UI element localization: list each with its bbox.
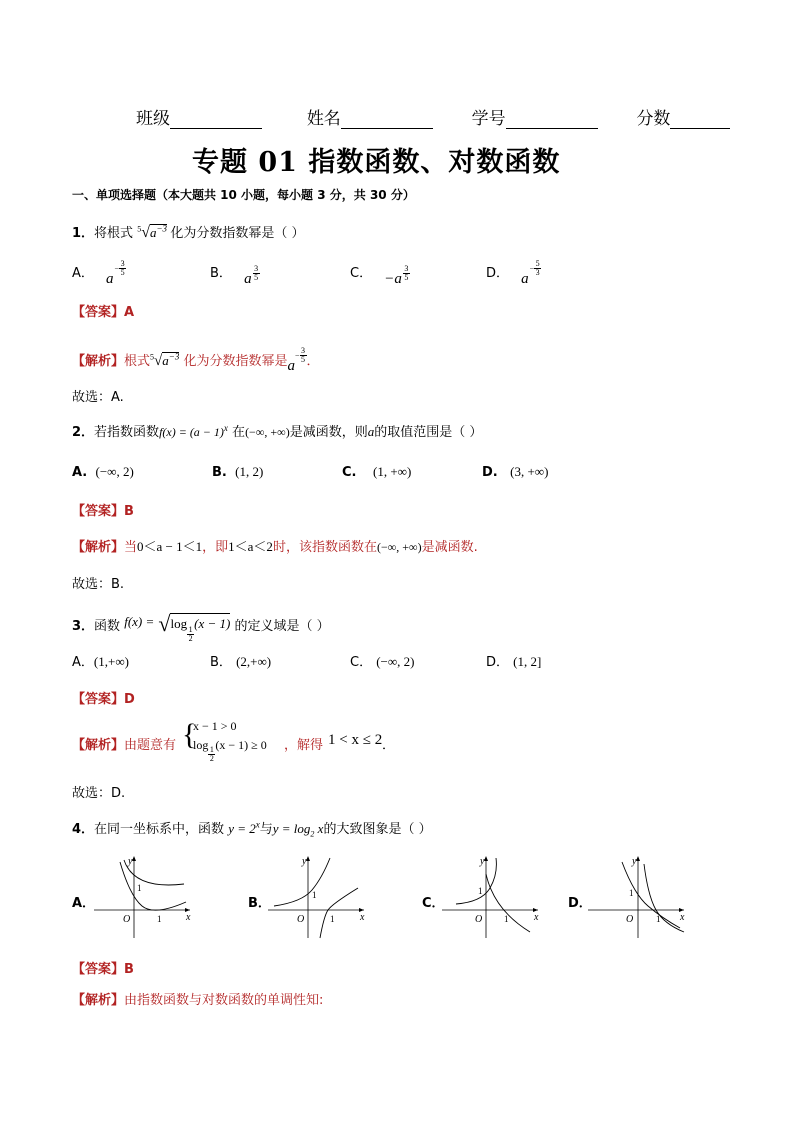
svg-text:1: 1 bbox=[504, 914, 509, 924]
option-b[interactable]: B． (2,+∞) bbox=[210, 654, 272, 670]
q2-analysis: 【解析】当0＜a − 1＜1，即1＜a＜2时，该指数函数在(−∞, +∞)是减函数. bbox=[72, 539, 478, 555]
option-c[interactable]: C． −a $\frac{3}{5}$ bbox=[350, 264, 409, 287]
x-axis-label: x bbox=[186, 912, 191, 923]
option-d[interactable]: D. (3, +∞) bbox=[482, 464, 549, 480]
score-blank[interactable] bbox=[670, 110, 730, 129]
question-3: 3．函数 f(x) = √log $\frac{1}{2}$ (x − 1) 的定义域是（ ） bbox=[72, 604, 330, 638]
class-blank[interactable] bbox=[170, 110, 262, 129]
option-d[interactable]: D． (1, 2] bbox=[486, 654, 542, 670]
option-d-label[interactable]: D． bbox=[568, 896, 592, 911]
question-2: 2．若指数函数$f(x) = (a - 1)^x$ 在(−∞, +∞)是减函数，则a的取值范围是（ ） bbox=[72, 423, 483, 440]
graph-a[interactable] bbox=[94, 852, 194, 940]
option-c[interactable]: C. (1, +∞) bbox=[342, 464, 412, 480]
name-blank[interactable] bbox=[341, 110, 433, 129]
question-text-after: 化为分数指数幂是（ ） bbox=[170, 226, 305, 241]
svg-text:x: x bbox=[360, 912, 365, 923]
q3-answer: 【答案】D bbox=[72, 692, 135, 707]
tick-one: 1 bbox=[137, 883, 142, 893]
svg-text:1: 1 bbox=[478, 886, 483, 896]
svg-text:y: y bbox=[480, 856, 485, 867]
svg-text:O: O bbox=[297, 914, 305, 925]
question-4: 4．在同一坐标系中，函数 $y = 2^x$与$y = \log_2 x$的大致图象是（ ） bbox=[72, 819, 432, 839]
option-c[interactable]: C． (−∞, 2) bbox=[350, 654, 415, 670]
graph-b[interactable] bbox=[268, 852, 368, 940]
q1-answer: 【答案】A bbox=[72, 305, 135, 320]
page-title: 专题 01 指数函数、对数函数 bbox=[192, 147, 561, 178]
exam-header bbox=[136, 104, 730, 129]
score-label: 分数 bbox=[636, 109, 671, 129]
svg-text:1: 1 bbox=[312, 890, 317, 900]
origin-label: O bbox=[123, 914, 131, 925]
question-1 bbox=[72, 222, 304, 242]
svg-text:1: 1 bbox=[656, 914, 661, 924]
id-label: 学号 bbox=[471, 109, 506, 129]
sqrt-log: √log $\frac{1}{2}$ (x − 1) bbox=[158, 611, 231, 643]
option-b-label[interactable]: B． bbox=[248, 896, 271, 911]
option-b[interactable]: B. (1, 2) bbox=[212, 464, 264, 480]
svg-text:1: 1 bbox=[330, 914, 335, 924]
id-blank[interactable] bbox=[506, 110, 598, 129]
q4-answer: 【答案】B bbox=[72, 962, 134, 977]
q1-analysis: 【解析】根式$^5√a^{-3}$ 化为分数指数幂是a− $\frac{3}{5}$ ． bbox=[72, 346, 320, 374]
graph-d[interactable] bbox=[588, 852, 688, 940]
option-a[interactable]: A. (−∞, 2) bbox=[72, 464, 134, 480]
svg-text:x: x bbox=[534, 912, 539, 923]
section-heading: 一、单项选择题（本大题共 10 小题，每小题 3 分，共 30 分） bbox=[72, 188, 415, 202]
option-b[interactable]: B． a $\frac{3}{5}$ bbox=[210, 264, 259, 287]
svg-text:y: y bbox=[302, 856, 307, 867]
option-a[interactable]: A． a− $\frac{3}{5}$ bbox=[72, 259, 125, 287]
svg-text:O: O bbox=[626, 914, 634, 925]
name-label: 姓名 bbox=[306, 109, 341, 129]
question-number: 1． bbox=[72, 226, 95, 241]
q2-conclusion: 故选：B. bbox=[72, 577, 125, 592]
q4-options bbox=[72, 852, 712, 942]
svg-text:y: y bbox=[632, 856, 637, 867]
q2-answer: 【答案】B bbox=[72, 504, 134, 519]
graph-c[interactable] bbox=[442, 852, 542, 940]
svg-text:O: O bbox=[475, 914, 483, 925]
option-c-label[interactable]: C． bbox=[422, 896, 445, 911]
svg-text:x: x bbox=[680, 912, 685, 923]
q4-analysis: 【解析】由指数函数与对数函数的单调性知: bbox=[72, 993, 324, 1008]
svg-text:1: 1 bbox=[629, 888, 634, 898]
option-d[interactable]: D． a− $\frac{5}{3}$ bbox=[486, 259, 540, 287]
option-a-label[interactable]: A． bbox=[72, 896, 96, 911]
radical-expression: $^5√a^{-3}$ bbox=[137, 223, 168, 241]
class-label: 班级 bbox=[136, 109, 170, 129]
q1-conclusion: 故选：A. bbox=[72, 390, 124, 405]
y-axis-label: y bbox=[128, 856, 133, 867]
question-text: 将根式 bbox=[94, 226, 134, 241]
option-a[interactable]: A．(1,+∞) bbox=[72, 654, 129, 670]
q3-conclusion: 故选：D. bbox=[72, 786, 126, 801]
tick-one: 1 bbox=[157, 914, 162, 924]
